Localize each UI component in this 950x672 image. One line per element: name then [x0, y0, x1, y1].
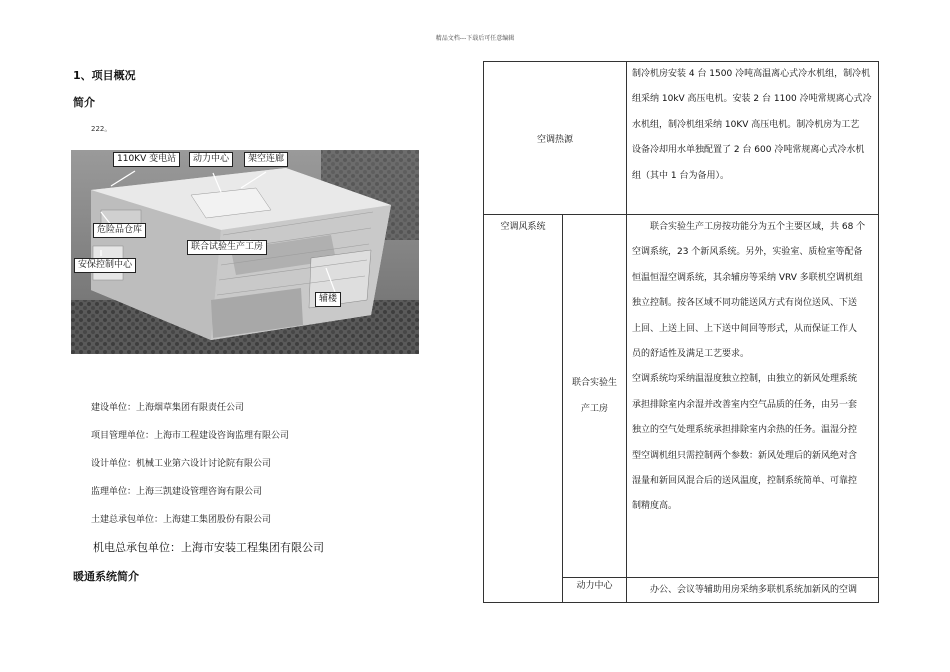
info-construction-unit: 建设单位：上海烟草集团有限责任公司 [91, 403, 245, 413]
desc-line: 承担排除室内余湿并改善室内空气品质的任务，由另一套 [632, 399, 858, 410]
desc-line: 上回、上送上回、上下送中间回等形式，从而保证工作人 [632, 323, 858, 334]
aerial-photo [71, 150, 419, 354]
category-air-system: 空调风系统 [484, 215, 563, 603]
hvac-spec-table [483, 61, 879, 603]
label-joint-plant: 联合试验生产工房 [187, 240, 267, 255]
desc-line: 恒温恒湿空调系统，其余辅房等采纳 VRV 多联机空调机组 [632, 272, 863, 283]
label-auxiliary-building: 辅楼 [315, 292, 341, 307]
desc-line: 空调系统均采纳温湿度独立控制，由独立的新风处理系统 [632, 374, 858, 385]
desc-line: 湿量和新回风混合后的送风温度，控制系统简单、可靠控 [632, 476, 858, 487]
table-row [484, 62, 879, 215]
power-center-description [627, 578, 879, 603]
desc-line: 设备冷却用水单独配置了 2 台 600 冷吨常规离心式冷水机 [632, 145, 865, 156]
desc-line: 独立的空气处理系统承担排除室内余热的任务。温湿分控 [632, 425, 858, 436]
info-project-management: 项目管理单位：上海市工程建设咨询监理有限公司 [91, 431, 290, 441]
desc-line: 制精度高。 [632, 501, 678, 512]
info-civil-contractor: 土建总承包单位：上海建工集团股份有限公司 [91, 515, 272, 525]
label-security-center: 安保控制中心 [74, 258, 136, 273]
desc-line: 员的舒适性及满足工艺要求。 [632, 349, 750, 360]
label-110kv-substation: 110KV 变电站 [113, 152, 180, 167]
subcategory-joint-plant [563, 215, 627, 578]
desc-line: 型空调机组只需控制两个参数：新风处理后的新风绝对含 [632, 450, 858, 461]
small-note: 222。 [91, 125, 112, 133]
air-system-description [627, 215, 879, 578]
label-hazardous-warehouse: 危险品仓库 [93, 223, 146, 238]
label-overhead-corridor: 架空连廊 [244, 152, 288, 167]
desc-line: 独立控制。按各区域不同功能送风方式有岗位送风、下送 [632, 298, 858, 309]
info-design-unit: 设计单位：机械工业第六设计讨论院有限公司 [91, 459, 272, 469]
desc-line: 空调系统，23 个新风系统。另外，实验室、质检室等配备 [632, 247, 863, 258]
desc-line: 组（其中 1 台为备用）。 [632, 170, 729, 181]
subcategory-line: 联合实验生 [571, 378, 617, 388]
desc-line: 制冷机房安装 4 台 1500 冷吨高温离心式冷水机组，制冷机 [632, 69, 871, 79]
header-note: 精品文档---下载后可任意编辑 [435, 35, 515, 42]
desc-line: 组采纳 10kV 高压电机。安装 2 台 1100 冷吨常规离心式冷 [632, 94, 872, 105]
info-supervision-unit: 监理单位：上海三凯建设管理咨询有限公司 [91, 487, 263, 497]
label-power-center: 动力中心 [189, 152, 233, 167]
hvac-title: 暖通系统简介 [73, 570, 139, 583]
desc-line: 办公、会议等辅助用房采纳多联机系统加新风的空调 [650, 585, 858, 595]
subcategory-power-center: 动力中心 [563, 578, 627, 603]
info-mep-contractor: 机电总承包单位：上海市安装工程集团有限公司 [93, 541, 324, 554]
heat-source-description [627, 62, 879, 215]
table-row [484, 215, 879, 578]
category-heat-source: 空调热源 [484, 62, 627, 215]
desc-line: 联合实验生产工房按功能分为五个主要区域，共 68 个 [650, 222, 866, 232]
subcategory-line: 产工房 [580, 404, 608, 414]
desc-line: 水机组，制冷机组采纳 10KV 高压电机。制冷机房为工艺 [632, 119, 860, 130]
subtitle: 简介 [73, 96, 95, 109]
section-title: 1、项目概况 [73, 69, 136, 82]
